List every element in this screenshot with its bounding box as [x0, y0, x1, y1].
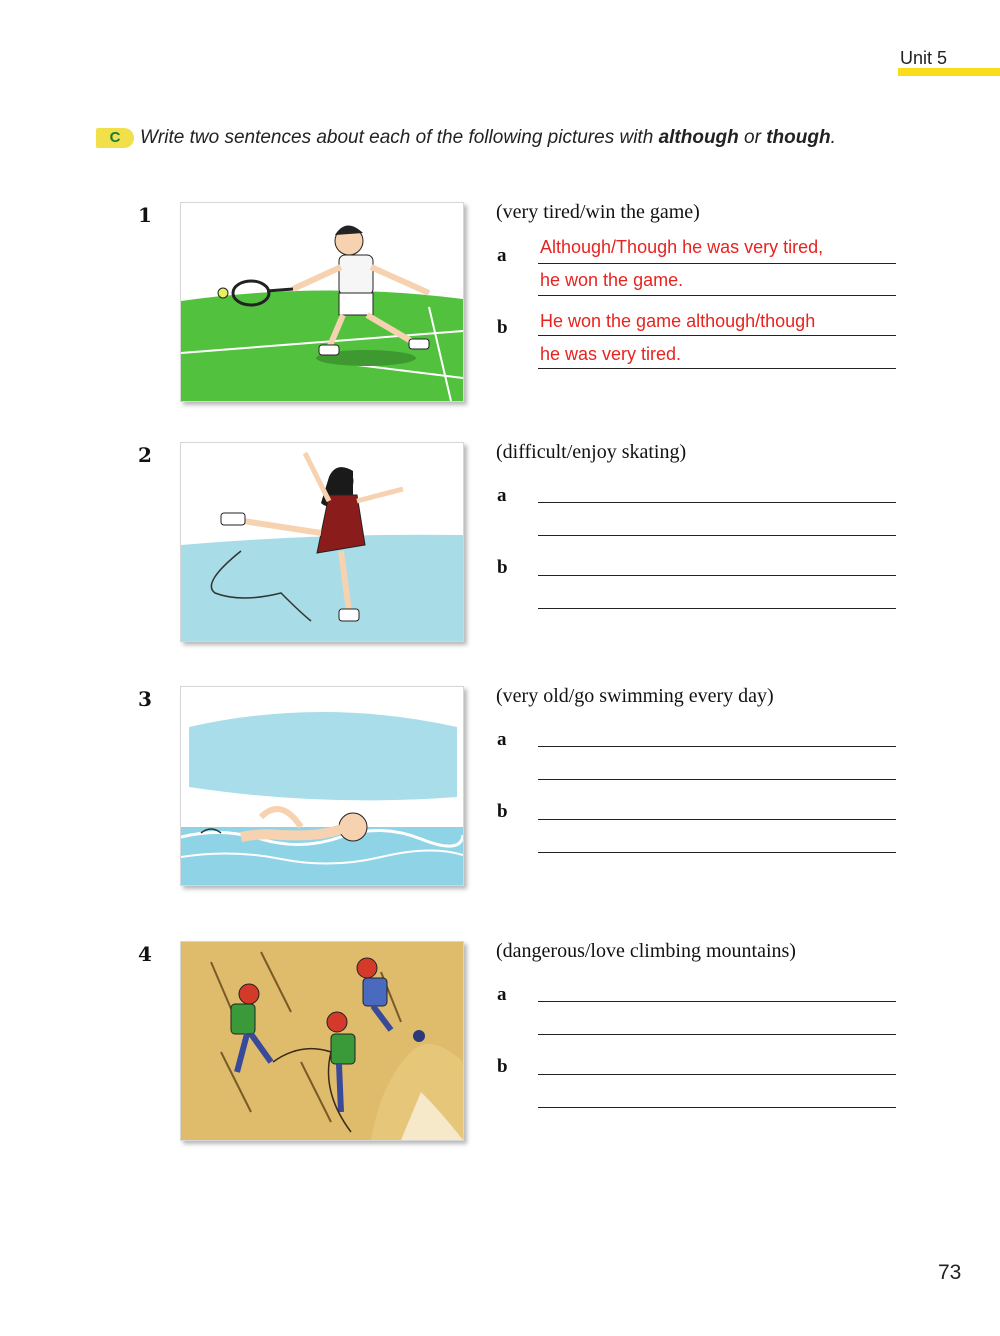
ice-skater-picture [180, 442, 464, 642]
keyword-although: although [658, 127, 739, 148]
answer-line[interactable] [538, 295, 896, 296]
page-number: 73 [938, 1261, 962, 1284]
section-badge: C [96, 128, 134, 148]
exercise-number: 2 [138, 443, 152, 467]
item-label-b: b [497, 801, 508, 822]
answer-line[interactable] [538, 502, 896, 503]
item-label-a: a [497, 729, 507, 750]
exercise-prompt: (difficult/enjoy skating) [496, 441, 687, 463]
answer-line-text[interactable]: Although/Though he was very tired, [540, 237, 824, 257]
answer-line-text[interactable]: he was very tired. [540, 344, 682, 364]
answer-line[interactable] [538, 335, 896, 336]
old-swimmer-picture [180, 686, 464, 886]
tennis-player-picture [180, 202, 464, 402]
answer-line[interactable] [538, 1074, 896, 1075]
item-label-a: a [497, 984, 507, 1005]
item-label-b: b [497, 317, 508, 338]
item-label-a: a [497, 485, 507, 506]
unit-label: Unit 5 [900, 48, 948, 68]
answer-line[interactable] [538, 608, 896, 609]
exercise-prompt: (very tired/win the game) [496, 201, 700, 223]
answer-line-text[interactable]: he won the game. [540, 270, 684, 290]
exercise-number: 1 [138, 203, 152, 227]
mountain-climbers-picture [180, 941, 464, 1141]
answer-line-text[interactable]: He won the game although/though [540, 311, 816, 331]
answer-line[interactable] [538, 575, 896, 576]
exercise-number: 4 [138, 942, 152, 966]
item-label-a: a [497, 245, 507, 266]
answer-line[interactable] [538, 779, 896, 780]
exercise-prompt: (dangerous/love climbing mountains) [496, 940, 796, 962]
answer-line[interactable] [538, 852, 896, 853]
answer-line[interactable] [538, 1001, 896, 1002]
answer-line[interactable] [538, 746, 896, 747]
answer-line[interactable] [538, 1034, 896, 1035]
item-label-b: b [497, 557, 508, 578]
item-label-b: b [497, 1056, 508, 1077]
answer-line[interactable] [538, 263, 896, 264]
answer-line[interactable] [538, 819, 896, 820]
exercise-number: 3 [138, 687, 152, 711]
unit-accent-bar [898, 68, 1000, 76]
answer-line[interactable] [538, 535, 896, 536]
keyword-though: though [766, 127, 831, 148]
instruction-text: Write two sentences about each of the following pictures with although or though. [140, 127, 836, 148]
answer-line[interactable] [538, 368, 896, 369]
exercise-prompt: (very old/go swimming every day) [496, 685, 774, 707]
answer-line[interactable] [538, 1107, 896, 1108]
